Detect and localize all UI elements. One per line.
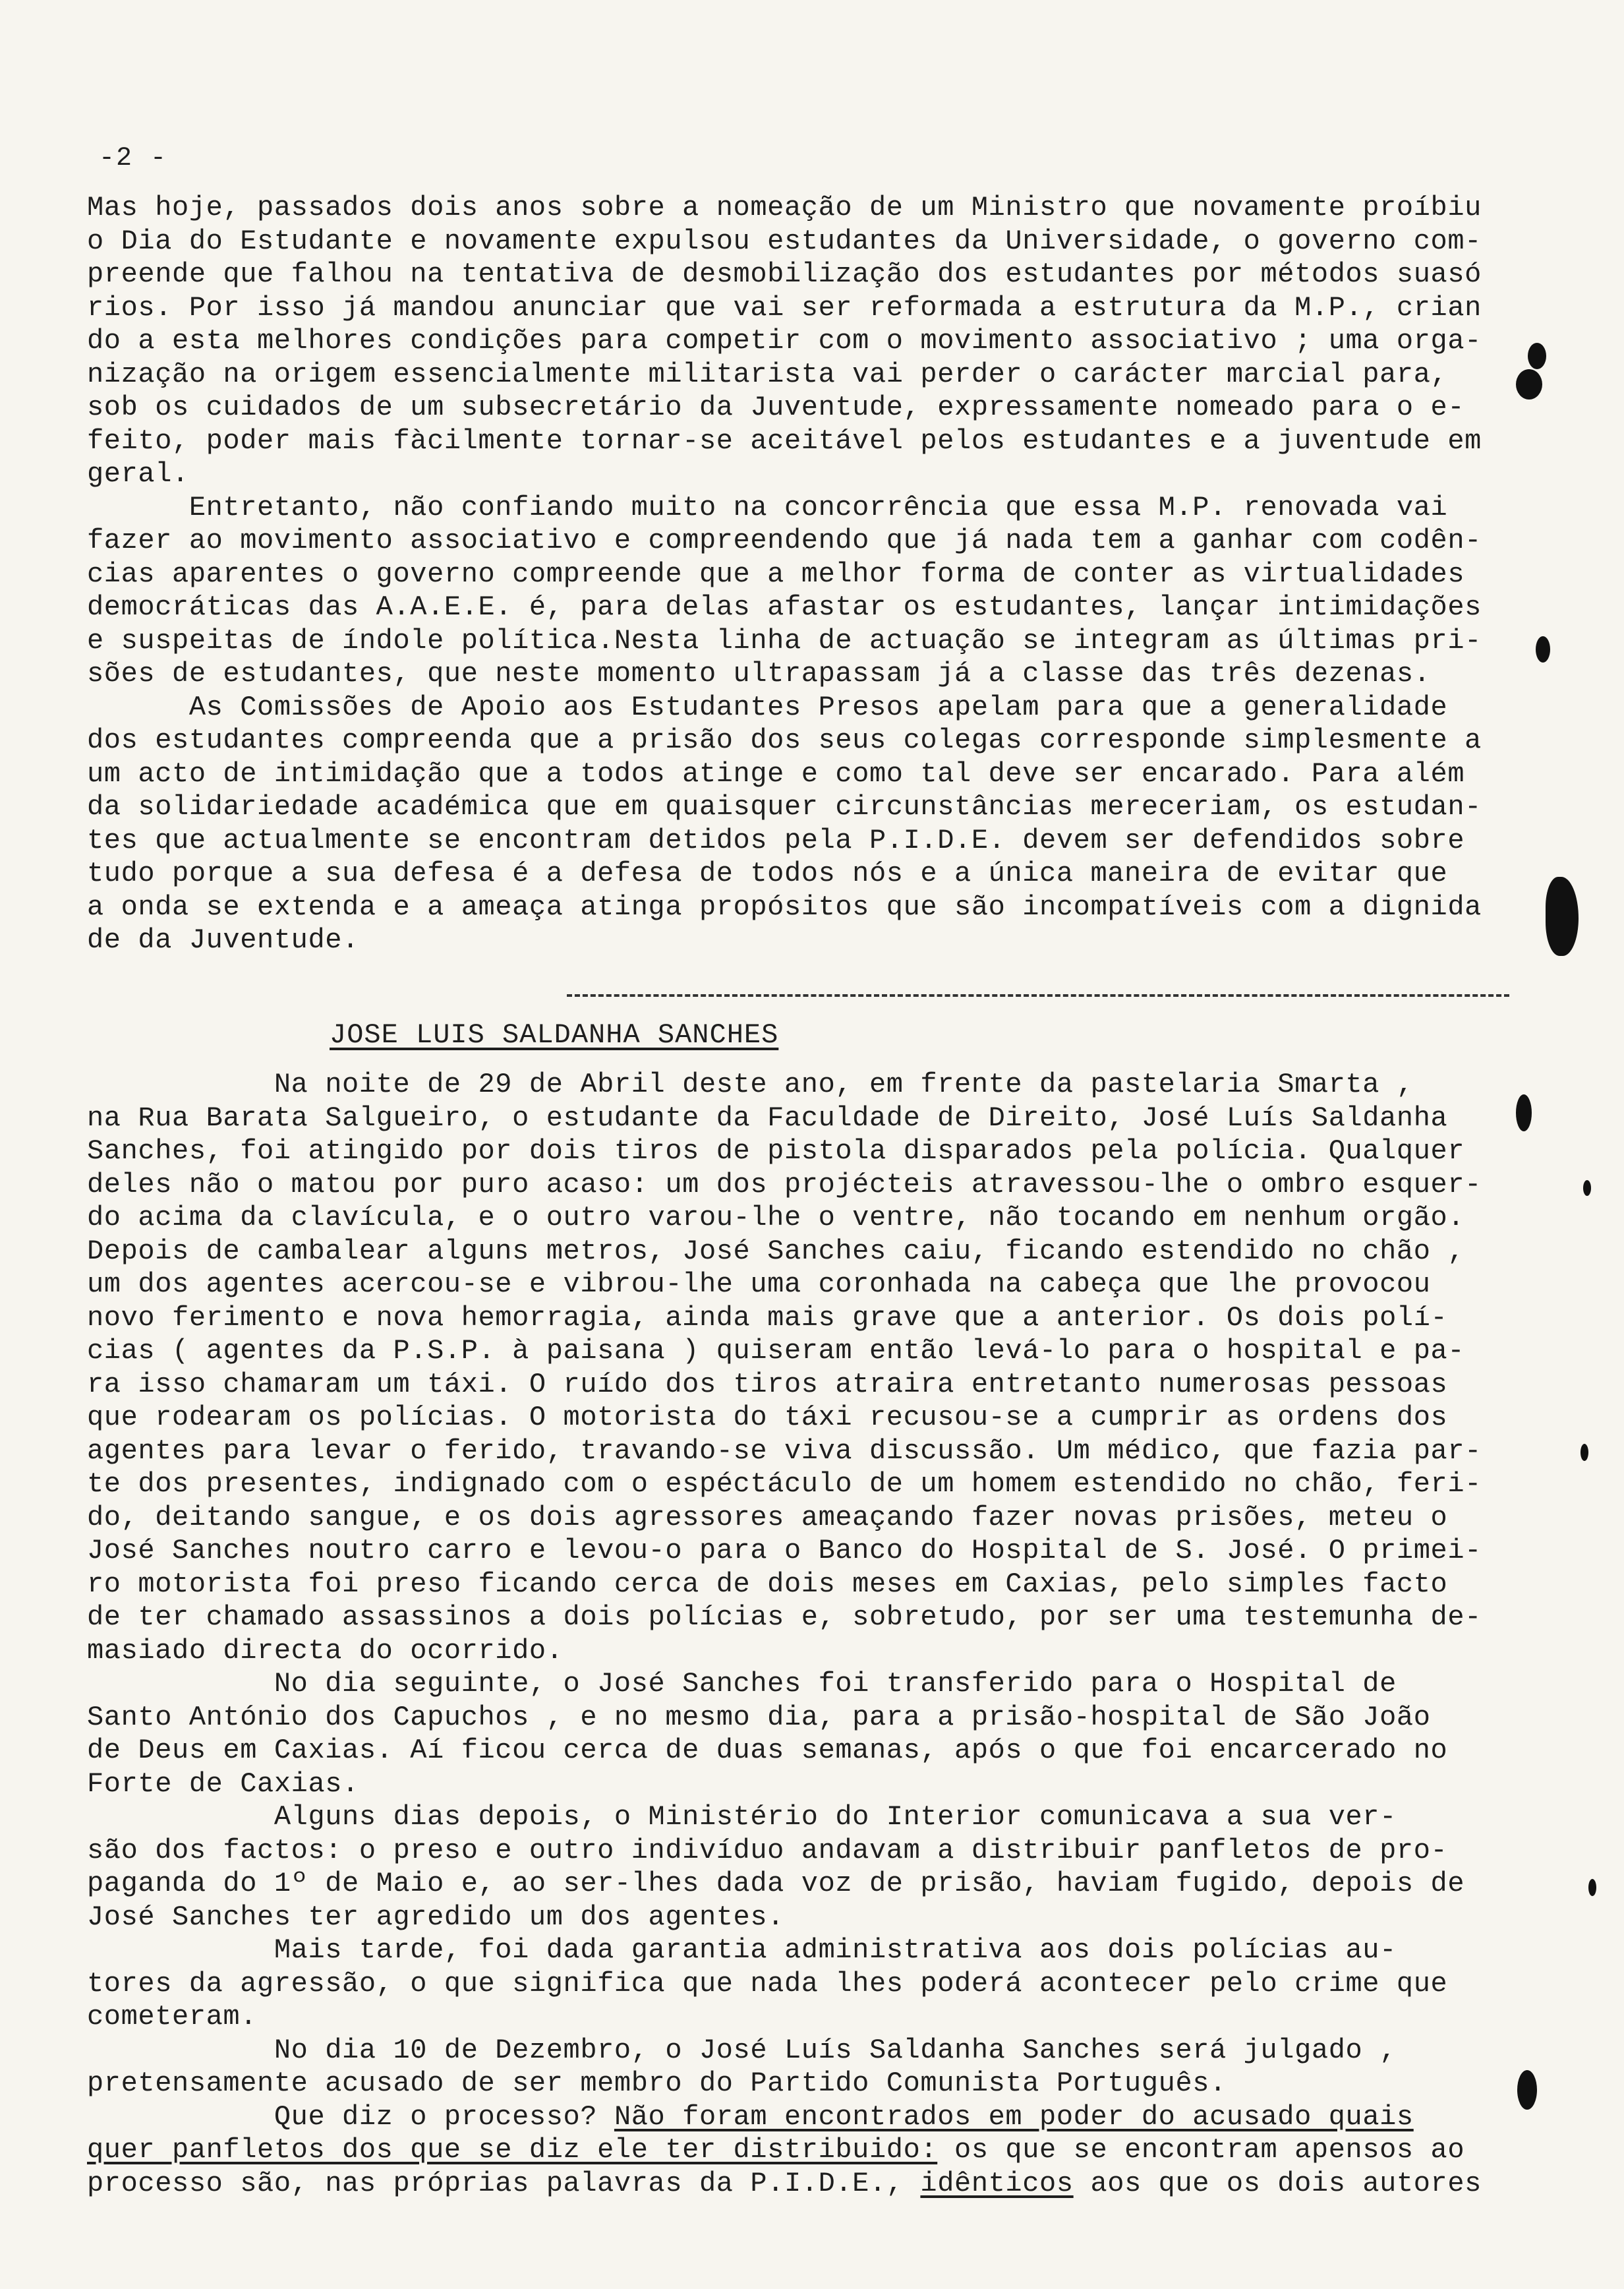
closing-line bbox=[87, 2133, 1524, 2167]
text-line: novo ferimento e nova hemorragia, ainda mais grave que a anterior. Os dois polí- bbox=[87, 1301, 1448, 1334]
text-line: sob os cuidados de um subsecretário da Juventude, expressamente nomeado para o e- bbox=[87, 392, 1465, 423]
text-line: nização na origem essencialmente militarista vai perder o carácter marcial para, bbox=[87, 358, 1448, 390]
ink-blot bbox=[1516, 369, 1542, 400]
text-line: um acto de intimidação que a todos atinge e como tal deve ser encarado. Para além bbox=[87, 758, 1465, 790]
text-line: paganda do 1º de Maio e, ao ser-lhes dada voz de prisão, haviam fugido, depois de bbox=[87, 1868, 1465, 1899]
text-line: Mas hoje, passados dois anos sobre a nomeação de um Ministro que novamente proíbiu bbox=[87, 192, 1482, 223]
closing-text: os que se encontram apensos ao bbox=[937, 2134, 1465, 2166]
text-line: sões de estudantes, que neste momento ultrapassam já a classe das três dezenas. bbox=[87, 658, 1431, 690]
ink-blot bbox=[1583, 1180, 1591, 1196]
underlined-text: Não foram encontrados em poder do acusado quais bbox=[614, 2100, 1414, 2133]
text-line: democráticas das A.A.E.E. é, para delas afastar os estudantes, lançar intimidações bbox=[87, 591, 1482, 623]
text-line: de da Juventude. bbox=[87, 924, 359, 956]
text-line: Na noite de 29 de Abril deste ano, em frente da pastelaria Smarta , bbox=[87, 1069, 1414, 1100]
ink-blot bbox=[1517, 2070, 1537, 2110]
text-line: na Rua Barata Salgueiro, o estudante da Faculdade de Direito, José Luís Saldanha bbox=[87, 1102, 1448, 1134]
text-line: cias ( agentes da P.S.P. à paisana ) quiseram então levá-lo para o hospital e pa- bbox=[87, 1335, 1465, 1367]
text-line: ro motorista foi preso ficando cerca de dois meses em Caxias, pelo simples facto bbox=[87, 1568, 1448, 1600]
text-line: que rodearam os polícias. O motorista do táxi recusou-se a cumprir as ordens dos bbox=[87, 1402, 1448, 1433]
ink-blot bbox=[1516, 1094, 1532, 1131]
closing-line bbox=[87, 2100, 1524, 2134]
closing-line bbox=[87, 2167, 1524, 2201]
text-line: de ter chamado assassinos a dois polícias e, sobretudo, por ser uma testemunha de- bbox=[87, 1601, 1482, 1633]
intro-text bbox=[87, 191, 1524, 957]
text-line: Santo António dos Capuchos , e no mesmo dia, para a prisão-hospital de São João bbox=[87, 1701, 1431, 1733]
text-line: cometeram. bbox=[87, 2001, 258, 2033]
text-line: cias aparentes o governo compreende que a melhor forma de conter as virtualidades bbox=[87, 558, 1465, 590]
text-line: Entretanto, não confiando muito na concorrência que essa M.P. renovada vai bbox=[87, 491, 1448, 523]
text-line: agentes para levar o ferido, travando-se viva discussão. Um médico, que fazia par- bbox=[87, 1435, 1482, 1467]
article-body bbox=[87, 1068, 1524, 2200]
text-line: do acima da clavícula, e o outro varou-lhe o ventre, não tocando em nenhum orgão. bbox=[87, 1202, 1465, 1234]
text-line: Sanches, foi atingido por dois tiros de pistola disparados pela polícia. Qualquer bbox=[87, 1135, 1465, 1167]
text-line: rios. Por isso já mandou anunciar que vai ser reformada a estrutura da M.P., crian bbox=[87, 291, 1482, 324]
ink-blot bbox=[1580, 1444, 1588, 1461]
section-heading: JOSE LUIS SALDANHA SANCHES bbox=[330, 1019, 779, 1051]
text-line: um dos agentes acercou-se e vibrou-lhe uma coronhada na cabeça que lhe provocou bbox=[87, 1268, 1431, 1300]
text-line: Mais tarde, foi dada garantia administrativa aos dois polícias au- bbox=[87, 1934, 1397, 1966]
text-line: Depois de cambalear alguns metros, José Sanches caiu, ficando estendido no chão , bbox=[87, 1235, 1465, 1267]
text-line: No dia seguinte, o José Sanches foi transferido para o Hospital de bbox=[87, 1668, 1397, 1700]
text-line: são dos factos: o preso e outro indivíduo andavam a distribuir panfletos de pro- bbox=[87, 1834, 1448, 1866]
text-line: do, deitando sangue, e os dois agressores ameaçando fazer novas prisões, meteu o bbox=[87, 1501, 1448, 1533]
text-line: da solidariedade académica que em quaisquer circunstâncias mereceriam, os estudan- bbox=[87, 791, 1482, 823]
ink-blot bbox=[1536, 636, 1550, 663]
ink-blot bbox=[1588, 1879, 1596, 1896]
text-line: José Sanches ter agredido um dos agentes. bbox=[87, 1901, 784, 1933]
text-line: de Deus em Caxias. Aí ficou cerca de duas semanas, após o que foi encarcerado no bbox=[87, 1735, 1448, 1766]
text-line: preende que falhou na tentativa de desmobilização dos estudantes por métodos suasó bbox=[87, 258, 1482, 290]
text-line: pretensamente acusado de ser membro do Partido Comunista Português. bbox=[87, 2067, 1227, 2099]
text-line: No dia 10 de Dezembro, o José Luís Saldanha Sanches será julgado , bbox=[87, 2034, 1397, 2066]
closing-text: Que diz o processo? bbox=[87, 2100, 614, 2133]
text-line: Forte de Caxias. bbox=[87, 1768, 359, 1800]
underlined-text: quer panfletos dos que se diz ele ter distribuido: bbox=[87, 2134, 938, 2166]
text-line: a onda se extenda e a ameaça atinga propósitos que são incompatíveis com a dignida bbox=[87, 891, 1482, 923]
text-line: te dos presentes, indignado com o espéctáculo de um homem estendido no chão, feri- bbox=[87, 1468, 1482, 1500]
text-line: geral. bbox=[87, 458, 189, 490]
text-line: dos estudantes compreenda que a prisão dos seus colegas corresponde simplesmente a bbox=[87, 725, 1482, 756]
text-line: do a esta melhores condições para competir com o movimento associativo ; uma orga- bbox=[87, 325, 1482, 357]
ink-blot bbox=[1546, 877, 1579, 956]
text-line: As Comissões de Apoio aos Estudantes Presos apelam para que a generalidade bbox=[87, 691, 1448, 723]
text-line: feito, poder mais fàcilmente tornar-se aceitável pelos estudantes e a juventude em bbox=[87, 425, 1482, 457]
underlined-text: idênticos bbox=[920, 2167, 1074, 2199]
section-divider bbox=[567, 994, 1509, 997]
ink-blot bbox=[1528, 343, 1546, 369]
text-line: Alguns dias depois, o Ministério do Interior comunicava a sua ver- bbox=[87, 1801, 1397, 1833]
page-number: -2 - bbox=[99, 144, 168, 173]
text-line: ra isso chamaram um táxi. O ruído dos tiros atraira entretanto numerosas pessoas bbox=[87, 1368, 1448, 1400]
text-line: o Dia do Estudante e novamente expulsou estudantes da Universidade, o governo com- bbox=[87, 225, 1482, 257]
text-line: tudo porque a sua defesa é a defesa de todos nós e a única maneira de evitar que bbox=[87, 858, 1448, 889]
text-line: tes que actualmente se encontram detidos pela P.I.D.E. devem ser defendidos sobre bbox=[87, 824, 1465, 856]
closing-text: aos que os dois autores bbox=[1073, 2167, 1482, 2199]
text-line: José Sanches noutro carro e levou-o para o Banco do Hospital de S. José. O primei- bbox=[87, 1535, 1482, 1566]
closing-text: processo são, nas próprias palavras da P.I.D.E., bbox=[87, 2167, 921, 2199]
text-line: deles não o matou por puro acaso: um dos projécteis atravessou-lhe o ombro esquer- bbox=[87, 1168, 1482, 1201]
text-line: tores da agressão, o que significa que nada lhes poderá acontecer pelo crime que bbox=[87, 1967, 1448, 2000]
text-line: e suspeitas de índole política.Nesta linha de actuação se integram as últimas pri- bbox=[87, 624, 1482, 657]
text-line: masiado directa do ocorrido. bbox=[87, 1634, 564, 1667]
text-line: fazer ao movimento associativo e compreendendo que já nada tem a ganhar com codên- bbox=[87, 525, 1482, 556]
